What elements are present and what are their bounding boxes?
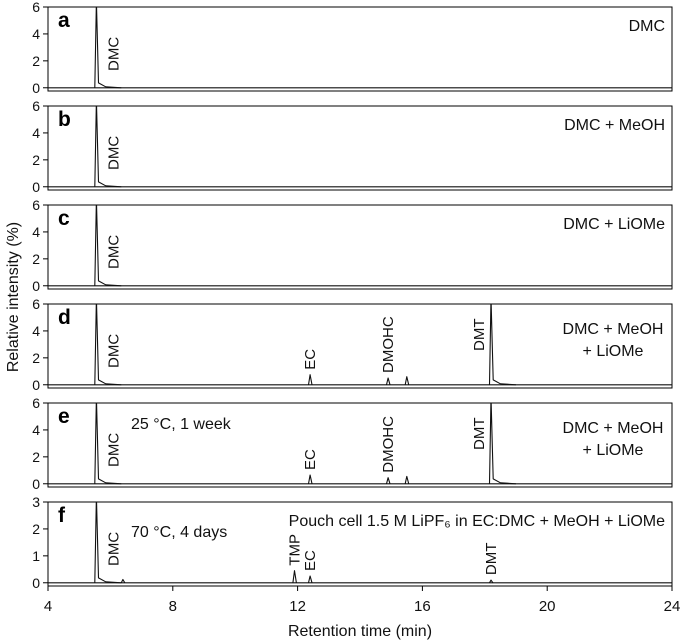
panel-letter: f — [58, 504, 65, 527]
panel-letter: c — [58, 207, 70, 230]
y-tick-label: 4 — [32, 124, 40, 141]
y-tick-label: 2 — [32, 448, 40, 465]
y-tick-label: 0 — [32, 475, 40, 492]
peak-label: DMT — [471, 417, 488, 450]
peak-ec — [309, 576, 313, 583]
peak-label: DMC — [105, 432, 123, 467]
panel-a — [32, 0, 672, 96]
peak-label: TMP — [286, 534, 304, 566]
peak-label: DMC — [105, 36, 123, 71]
panel-e — [32, 395, 672, 492]
trace — [48, 1, 672, 88]
y-tick-label: 4 — [32, 25, 40, 42]
y-tick-label: 2 — [32, 349, 40, 366]
peak — [405, 377, 409, 385]
panel-d — [32, 296, 672, 393]
condition-label: + LiOMe — [582, 343, 644, 360]
peak — [405, 476, 409, 483]
panel-frame — [48, 7, 672, 91]
y-tick-label: 4 — [32, 223, 40, 240]
y-tick-label: 6 — [32, 0, 40, 15]
peak-dmohc — [387, 378, 391, 385]
y-axis-label: Relative intensity (%) — [5, 221, 22, 373]
condition-note: 70 °C, 4 days — [131, 524, 228, 541]
peak-tmp — [293, 571, 297, 583]
peak-label: DMC — [105, 531, 123, 566]
peak-dmt — [490, 397, 517, 484]
x-tick-label: 20 — [538, 598, 556, 615]
peak-dmt — [490, 298, 517, 385]
x-axis-label: Retention time (min) — [287, 623, 433, 640]
peak-label: EC — [302, 550, 320, 571]
panel-letter: e — [58, 405, 70, 428]
peak-label: DMC — [105, 234, 123, 269]
panel-letter: a — [58, 9, 70, 32]
panel-c — [32, 197, 672, 294]
condition-label: + LiOMe — [582, 442, 644, 459]
peak-ec — [309, 375, 313, 385]
peak-ec — [309, 475, 313, 484]
peak-label: DMC — [105, 333, 123, 368]
y-tick-label: 4 — [32, 322, 40, 339]
y-tick-label: 0 — [32, 79, 40, 96]
panels — [32, 0, 672, 591]
condition-label: Pouch cell 1.5 M LiPF₆ in EC:DMC + MeOH + LiOMe — [288, 513, 665, 530]
y-tick-label: 6 — [32, 395, 40, 411]
peak-label: DMOHC — [380, 316, 398, 373]
y-tick-label: 0 — [32, 277, 40, 294]
y-tick-label: 6 — [32, 98, 40, 114]
condition-label: DMC — [628, 18, 665, 35]
panel-f — [32, 494, 672, 591]
condition-label: DMC + MeOH — [564, 117, 665, 134]
panel-b — [32, 98, 672, 195]
y-tick-label: 2 — [32, 520, 40, 537]
y-tick-label: 1 — [32, 547, 40, 564]
peak-label: DMT — [471, 318, 488, 351]
y-tick-label: 0 — [32, 178, 40, 195]
y-tick-label: 3 — [32, 494, 40, 510]
x-tick-label: 4 — [43, 598, 53, 615]
y-tick-label: 4 — [32, 421, 40, 438]
condition-label: DMC + LiOMe — [563, 216, 665, 233]
y-tick-label: 0 — [32, 574, 40, 591]
peak-label: EC — [302, 449, 320, 470]
panel-letter: b — [58, 108, 71, 131]
trace — [48, 199, 672, 286]
x-tick-label: 8 — [168, 598, 177, 615]
condition-label: DMC + MeOH — [562, 420, 664, 437]
peak-label: DMC — [105, 135, 123, 170]
y-tick-label: 2 — [32, 151, 40, 168]
trace — [48, 100, 672, 187]
trace — [48, 397, 672, 484]
x-tick-label: 12 — [289, 598, 306, 615]
x-axis — [44, 586, 681, 615]
y-tick-label: 2 — [32, 52, 40, 69]
peak-dmohc — [387, 478, 391, 484]
condition-label: DMC + MeOH — [562, 321, 664, 338]
panel-letter: d — [58, 306, 71, 329]
y-tick-label: 6 — [32, 296, 40, 312]
y-tick-label: 0 — [32, 376, 40, 393]
trace — [48, 298, 672, 385]
condition-note: 25 °C, 1 week — [131, 416, 231, 433]
panel-frame — [48, 304, 672, 388]
peak-label: DMT — [483, 542, 500, 576]
x-tick-label: 24 — [663, 598, 681, 615]
y-tick-label: 2 — [32, 250, 40, 267]
x-tick-label: 16 — [414, 598, 431, 615]
peak-label: DMOHC — [380, 416, 398, 473]
y-tick-label: 6 — [32, 197, 40, 213]
peak-label: EC — [302, 348, 320, 370]
